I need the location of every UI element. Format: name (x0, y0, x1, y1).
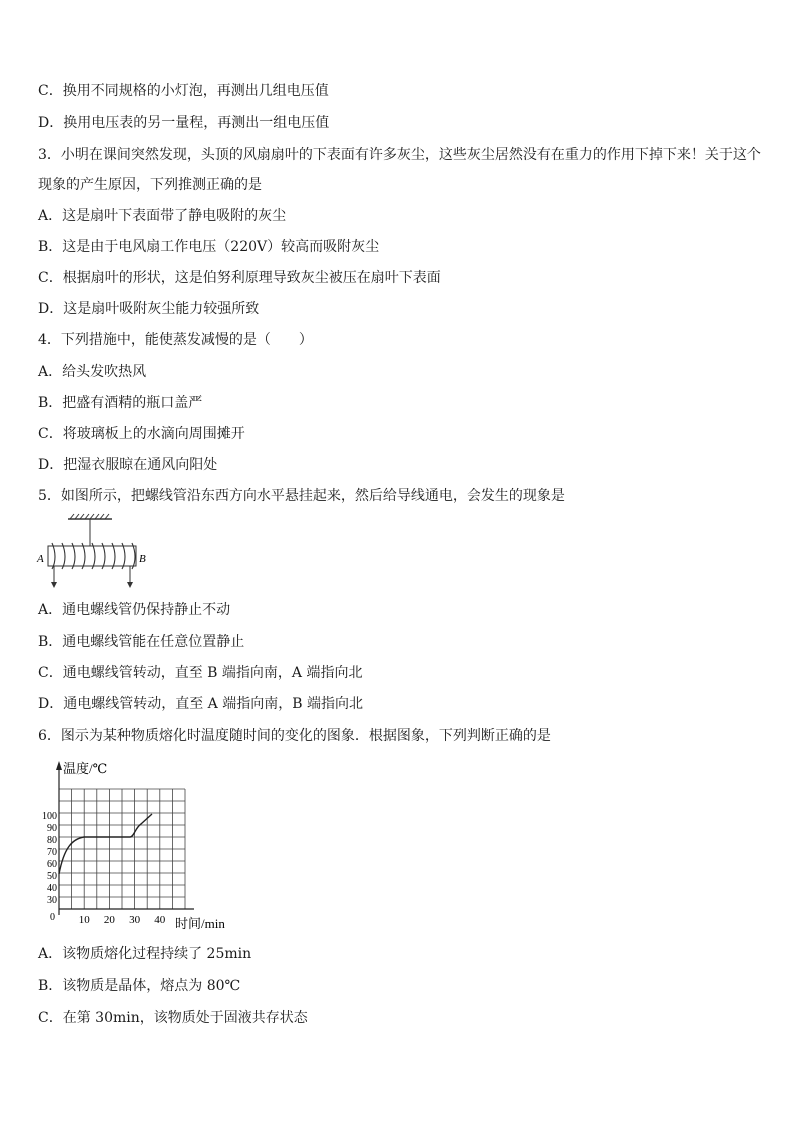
option-b-q5: B．通电螺线管能在任意位置静止 (38, 634, 245, 650)
y-tick-label: 80 (47, 835, 57, 846)
question-3-stem-cont: 现象的产生原因，下列推测正确的是 (38, 177, 262, 193)
option-a-q5: A．通电螺线管仍保持静止不动 (38, 602, 231, 618)
option-c-q5: C．通电螺线管转动，直至 B 端指向南，A 端指向北 (38, 665, 363, 681)
end-label-b: B (139, 553, 146, 565)
option-d-q4: D．把湿衣服晾在通风向阳处 (38, 457, 218, 473)
melting-curve (59, 814, 152, 874)
temperature-graph-svg (38, 756, 248, 936)
x-axis-label: 时间/min (175, 916, 225, 931)
x-tick-label: 20 (103, 914, 115, 926)
x-tick-label: 10 (78, 914, 90, 926)
option-a-q4: A．给头发吹热风 (38, 364, 147, 380)
option-c-q3: C．根据扇叶的形状，这是伯努利原理导致灰尘被压在扇叶下表面 (38, 270, 441, 286)
option-d-q5: D．通电螺线管转动，直至 A 端指向南，B 端指向北 (38, 696, 363, 712)
temperature-graph (38, 756, 248, 940)
option-a-q3: A．这是扇叶下表面带了静电吸附的灰尘 (38, 208, 287, 224)
option-d-q2: D．换用电压表的另一量程，再测出一组电压值 (38, 115, 330, 131)
option-c-q4: C．将玻璃板上的水滴向周围摊开 (38, 426, 245, 442)
x-tick-labels (79, 914, 166, 926)
option-c-q6: C．在第 30min，该物质处于固液共存状态 (38, 1010, 308, 1026)
y-tick-label: 70 (47, 847, 57, 858)
end-label-a: A (37, 553, 44, 565)
y-tick-label: 90 (47, 823, 57, 834)
y-tick-label: 30 (47, 895, 57, 906)
x-tick-label: 40 (154, 914, 166, 926)
arrow-down-icon (127, 582, 133, 588)
y-axis-arrow-icon (56, 761, 62, 770)
y-tick-label: 100 (42, 811, 57, 822)
option-b-q3: B．这是由于电风扇工作电压（220V）较高而吸附灰尘 (38, 239, 380, 255)
question-5-stem: 5．如图所示，把螺线管沿东西方向水平悬挂起来，然后给导线通电，会发生的现象是 (38, 488, 565, 504)
question-6-stem: 6．图示为某种物质熔化时温度随时间的变化的图象．根据图象，下列判断正确的是 (38, 728, 551, 744)
question-4-stem: 4．下列措施中，能使蒸发减慢的是（ ） (38, 332, 313, 348)
origin-label: 0 (50, 912, 55, 923)
x-tick-label: 30 (129, 914, 141, 926)
y-tick-label: 40 (47, 883, 57, 894)
arrow-down-icon (51, 582, 57, 588)
solenoid-diagram (34, 512, 154, 592)
y-tick-label: 50 (47, 871, 57, 882)
option-b-q4: B．把盛有酒精的瓶口盖严 (38, 395, 203, 411)
solenoid-coils (52, 543, 135, 569)
option-d-q3: D．这是扇叶吸附灰尘能力较强所致 (38, 301, 260, 317)
y-axis-label: 温度/℃ (63, 761, 108, 776)
y-tick-label: 60 (47, 859, 57, 870)
option-b-q6: B．该物质是晶体，熔点为 80℃ (38, 978, 241, 994)
question-3-stem: 3．小明在课间突然发现，头顶的风扇扇叶的下表面有许多灰尘，这些灰尘居然没有在重力的作用下掉下来！关于这个 (38, 147, 761, 163)
graph-grid (59, 789, 185, 909)
option-c-q2: C．换用不同规格的小灯泡，再测出几组电压值 (38, 83, 329, 99)
y-tick-labels (42, 811, 57, 906)
solenoid-figure (34, 512, 154, 596)
option-a-q6: A．该物质熔化过程持续了 25min (38, 946, 252, 962)
solenoid-core (48, 546, 136, 566)
